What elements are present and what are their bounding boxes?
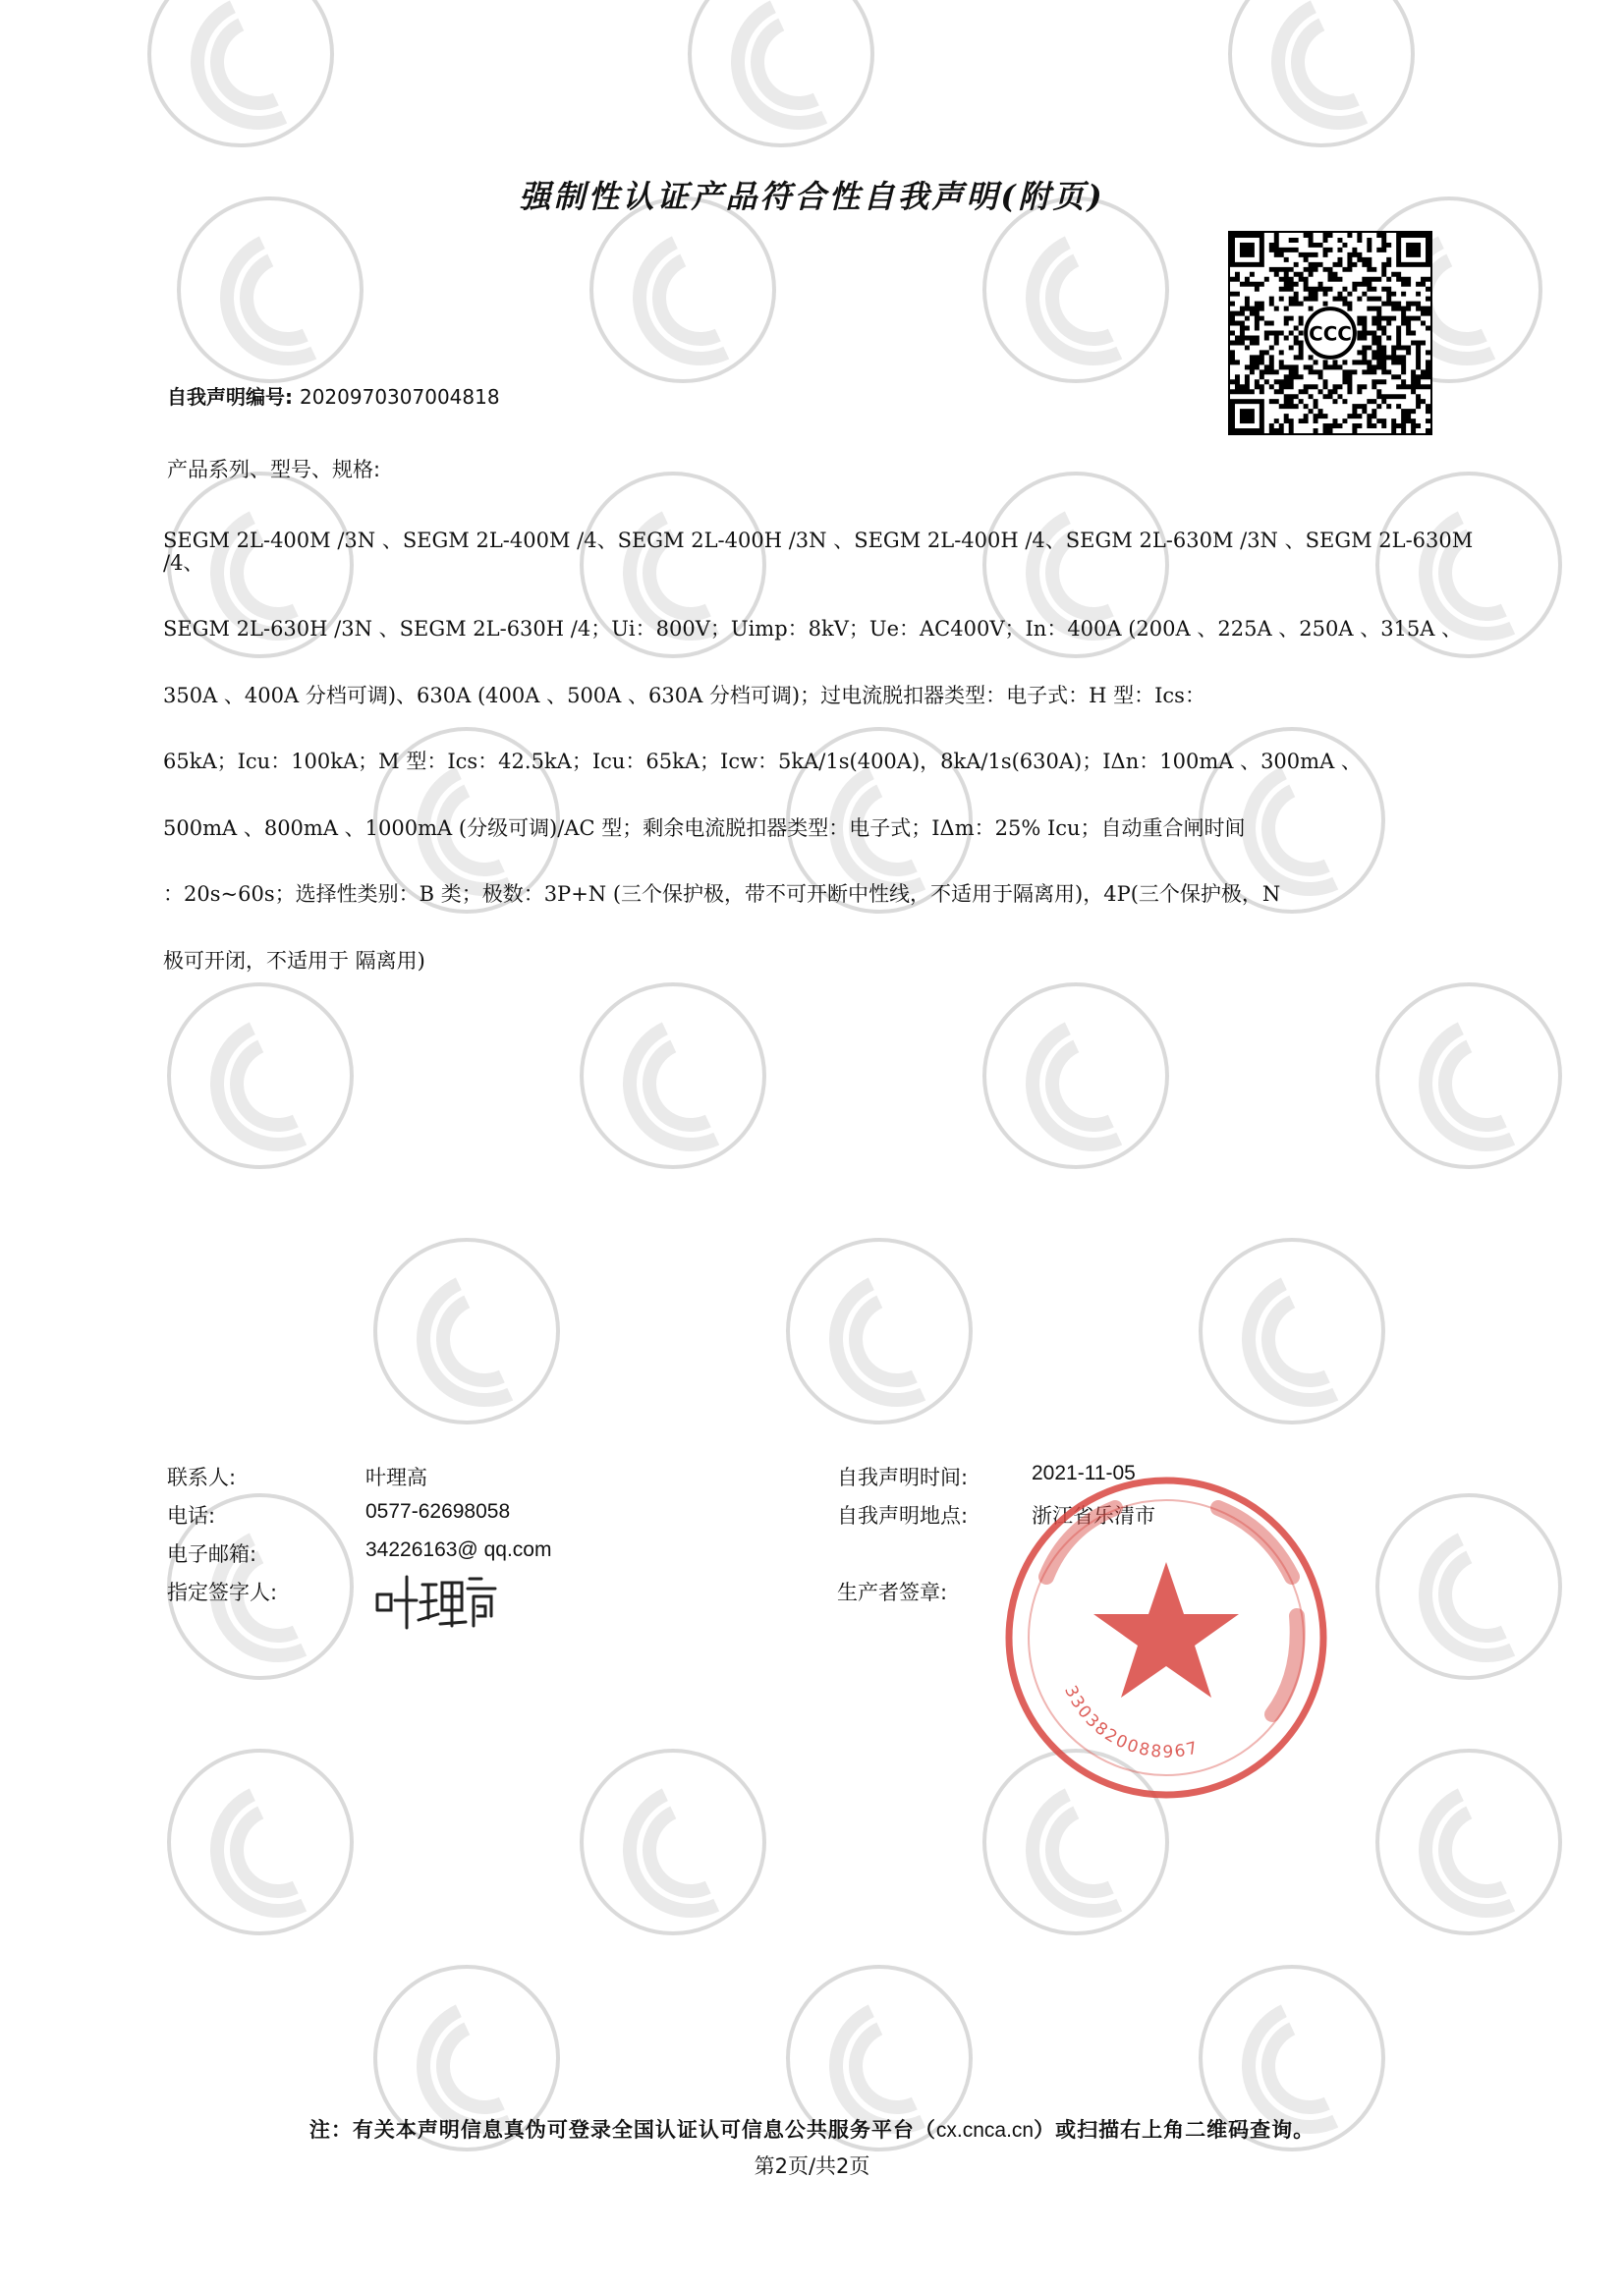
ccc-watermark-icon bbox=[982, 196, 1169, 383]
ccc-watermark-icon bbox=[1228, 0, 1415, 147]
email-label: 电子邮箱: bbox=[167, 1542, 257, 1566]
declaration-number-label: 自我声明编号: bbox=[167, 385, 293, 409]
ccc-watermark-icon bbox=[589, 196, 776, 383]
product-spec bbox=[163, 485, 1480, 1016]
contact-person-label: 联系人: bbox=[167, 1466, 237, 1489]
declaration-place: 浙江省乐清市 bbox=[1032, 1504, 1155, 1528]
footer-note bbox=[0, 2114, 1624, 2144]
declaration-number bbox=[167, 381, 500, 410]
company-seal bbox=[997, 1469, 1336, 1808]
email-value: 34226163@ qq.com bbox=[365, 1538, 552, 1561]
star-icon bbox=[1093, 1562, 1239, 1698]
ccc-watermark-icon bbox=[1375, 1749, 1562, 1935]
declaration-number-value: 2020970307004818 bbox=[299, 385, 500, 409]
spec-line: 65kA；Icu：100kA；M 型：Ics：42.5kA；Icu：65kA；Icw：5kA/1s(400A)，8kA/1s(630A)；IΔn：100mA 、300mA 、 bbox=[163, 750, 1362, 773]
handwritten-signature bbox=[371, 1567, 499, 1631]
spec-line: SEGM 2L-400M /3N 、SEGM 2L-400M /4、SEGM 2L-400H /3N 、SEGM 2L-400H /4、SEGM 2L-630M /3N 、SEGM 2L-630M /4、 bbox=[163, 529, 1480, 575]
ccc-watermark-icon bbox=[786, 1238, 973, 1424]
spec-line: SEGM 2L-630H /3N 、SEGM 2L-630H /4；Ui：800V；Uimp：8kV；Ue：AC400V；In：400A (200A 、225A 、250A 、315A 、 bbox=[163, 617, 1463, 641]
ccc-watermark-icon bbox=[167, 1749, 354, 1935]
spec-line: 350A 、400A 分档可调)、630A (400A 、500A 、630A 分档可调)；过电流脱扣器类型：电子式：H 型：Ics： bbox=[163, 683, 1205, 707]
phone-value: 0577-62698058 bbox=[365, 1500, 511, 1523]
seal-code: 3303820088967 bbox=[1060, 1682, 1202, 1762]
ccc-watermark-icon bbox=[580, 1749, 766, 1935]
declaration-time-label: 自我声明时间: bbox=[837, 1466, 969, 1489]
ccc-watermark-icon bbox=[177, 196, 364, 383]
page-number: 第2页/共2页 bbox=[754, 2154, 870, 2178]
spec-line: ：20s~60s；选择性类别：B 类；极数：3P+N (三个保护极，带不可开断中性线，不适用于隔离用)，4P(三个保护极，N bbox=[163, 882, 1281, 906]
cnca-link[interactable]: cx.cnca.cn bbox=[935, 2119, 1035, 2142]
qr-code[interactable] bbox=[1228, 231, 1432, 435]
spec-line: 500mA 、800mA 、1000mA (分级可调)/AC 型；剩余电流脱扣器类型：电子式；IΔm：25% Icu；自动重合闸时间 bbox=[163, 815, 1246, 840]
signer-label: 指定签字人: bbox=[167, 1581, 278, 1604]
footer-note-prefix: 注：有关本声明信息真伪可登录全国认证认可信息公共服务平台（ bbox=[308, 2118, 936, 2142]
seal-label: 生产者签章: bbox=[837, 1581, 948, 1604]
ccc-watermark-icon bbox=[1375, 1493, 1562, 1680]
ccc-watermark-icon bbox=[373, 1238, 560, 1424]
phone-label: 电话: bbox=[167, 1504, 216, 1528]
footer-note-suffix: ）或扫描右上角二维码查询。 bbox=[1034, 2118, 1316, 2142]
qr-code-icon bbox=[1230, 233, 1430, 433]
spec-line: 极可开闭，不适用于 隔离用) bbox=[163, 948, 425, 973]
ccc-watermark-icon bbox=[1199, 1238, 1385, 1424]
declaration-place-label: 自我声明地点: bbox=[837, 1504, 969, 1528]
page-title: 强制性认证产品符合性自我声明(附页) bbox=[519, 178, 1105, 215]
ccc-watermark-icon bbox=[147, 0, 334, 147]
declaration-time: 2021-11-05 bbox=[1032, 1462, 1136, 1484]
svg-text:CCC: CCC bbox=[1309, 322, 1352, 346]
ccc-watermark-icon bbox=[688, 0, 874, 147]
product-label: 产品系列、型号、规格: bbox=[167, 458, 381, 481]
contact-person: 叶理高 bbox=[365, 1467, 427, 1489]
